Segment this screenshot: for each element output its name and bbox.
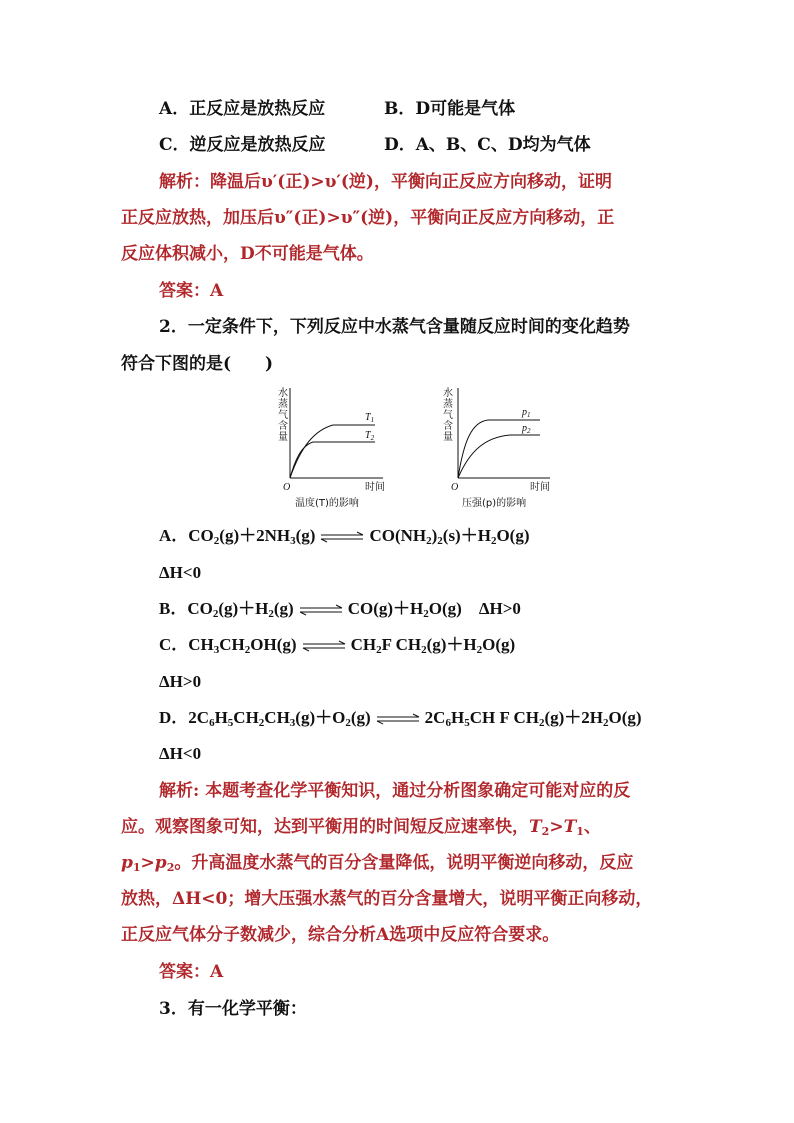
q1-option-d: D．A、B、C、D均为气体	[384, 135, 591, 155]
q2-analysis-text4b: ΔH<0	[172, 889, 228, 909]
g2-caption: 压强(p)的影响	[462, 498, 527, 509]
g2-ylabel-3: 含	[443, 421, 453, 432]
q2-analysis-text3: 。升高温度水蒸气的百分含量降低，说明平衡逆向移动，反应	[174, 853, 634, 873]
q1-analysis-line2: 正反应放热，加压后υ″(正)>υ″(逆)，平衡向正反应方向移动，正	[121, 208, 615, 228]
g1-caption: 温度(T)的影响	[295, 498, 359, 509]
q2-analysis-text4a: 放热，	[121, 889, 172, 909]
graph-pressure-ylabel	[443, 386, 453, 443]
q2-option-d: D．$2C_6H_5CH_2CH_3(g)+O_2(g)$ $2C_6H_5CH$ F $CH_2(g)+2H_2O(g)$	[159, 708, 642, 729]
q1-answer-value: A	[210, 281, 224, 301]
q2-analysis-text2: 应。观察图象可知，达到平衡用的时间短反应速率快，	[121, 817, 529, 837]
q1-analysis-text1: ：降温后υ′(正)>υ′(逆)，平衡向正反应方向移动，证明	[193, 172, 612, 192]
q1-option-a: A．正反应是放热反应	[159, 99, 326, 119]
g1-curve-t1	[290, 425, 375, 478]
g2-ylabel-2: 气	[443, 410, 453, 421]
q2-stem-line2: 符合下图的是( )	[121, 354, 274, 374]
q2-option-a: A．$CO_2(g)+2NH_3(g)$ $CO(NH_2)_2(s)+H_2O(g)$	[159, 526, 530, 547]
g2-ylabel-1: 蒸	[443, 399, 453, 410]
g1-label-t2: $T_2$	[365, 430, 375, 442]
q2-option-c-dh: ΔH>0	[159, 672, 202, 691]
q1-analysis-label: 解析	[159, 172, 193, 192]
q2-option-a-dh: ΔH<0	[159, 563, 202, 582]
g1-label-t1: $T_1$	[365, 412, 375, 424]
q2-analysis-line4	[121, 887, 652, 911]
q1-answer-label: 答案：	[159, 281, 210, 301]
equilibrium-arrow-icon	[319, 531, 365, 543]
g1-xlabel: 时间	[365, 482, 385, 493]
g2-curve-p2	[458, 435, 540, 478]
g2-label-p2: $p_2$	[522, 423, 531, 435]
g2-ylabel-4: 量	[443, 432, 453, 443]
equilibrium-arrow-icon	[301, 640, 347, 652]
q1-analysis-line3: 反应体积减小，D不可能是气体。	[121, 244, 374, 264]
g1-ylabel-0: 水	[278, 388, 288, 399]
equilibrium-arrow-icon	[298, 604, 344, 616]
q2-option-d-dh: ΔH<0	[159, 744, 202, 763]
g2-origin: O	[451, 482, 459, 493]
q2-option-b-label: B．	[159, 599, 188, 618]
g1-ylabel-4: 量	[278, 432, 288, 443]
q2-analysis-line1	[159, 779, 630, 803]
g2-label-p1: $p_1$	[522, 407, 531, 419]
q2-option-b-dh: ΔH>0	[478, 599, 521, 618]
q2-option-c: C．$CH_3CH_2OH(g)$ $CH_2F$ $CH_2(g)+H_2O(g)$	[159, 635, 516, 656]
q1-answer	[159, 279, 223, 303]
q2-option-a-label: A．	[159, 526, 189, 545]
g1-curve-t2	[290, 442, 375, 478]
q2-option-d-label: D．	[159, 708, 189, 727]
q2-answer-label: 答案：	[159, 962, 210, 982]
q1-analysis-line1	[159, 170, 612, 194]
q2-option-b: B．$CO_2(g)+H_2(g)$ $CO(g)+H_2O(g)$ ΔH>0	[159, 599, 521, 620]
g1-ylabel-2: 气	[278, 410, 288, 421]
q2-answer	[159, 960, 223, 984]
graph-temperature	[275, 380, 415, 510]
q2-analysis-text1: : 本题考查化学平衡知识，通过分析图象确定可能对应的反	[193, 781, 631, 801]
q1-option-b: B．D可能是气体	[384, 99, 516, 119]
graph-temperature-ylabel	[278, 386, 288, 443]
g1-origin: O	[283, 482, 291, 493]
q3-stem: 3．有一化学平衡：	[159, 999, 307, 1019]
graph-pressure	[440, 380, 580, 510]
q1-option-c: C．逆反应是放热反应	[159, 135, 326, 155]
g1-ylabel-3: 含	[278, 421, 288, 432]
q2-analysis-text4c: ；增大压强水蒸气的百分含量增大，说明平衡正向移动，	[227, 889, 653, 909]
q2-analysis-line2: 应。观察图象可知，达到平衡用的时间短反应速率快，$T_2>T_1$、	[121, 817, 601, 838]
g1-ylabel-1: 蒸	[278, 399, 288, 410]
q2-answer-value: A	[210, 962, 224, 982]
q2-analysis-line3: $p_1>p_2$。升高温度水蒸气的百分含量降低，说明平衡逆向移动，反应	[121, 853, 634, 874]
q2-stem-line1: 2．一定条件下，下列反应中水蒸气含量随反应时间的变化趋势	[159, 317, 630, 337]
q2-analysis-line5: 正反应气体分子数减少，综合分析A选项中反应符合要求。	[121, 925, 560, 945]
equilibrium-arrow-icon	[375, 713, 421, 725]
g2-ylabel-0: 水	[443, 388, 453, 399]
q2-option-c-label: C．	[159, 635, 189, 654]
q2-analysis-label: 解析	[159, 781, 193, 801]
g2-xlabel: 时间	[530, 482, 550, 493]
